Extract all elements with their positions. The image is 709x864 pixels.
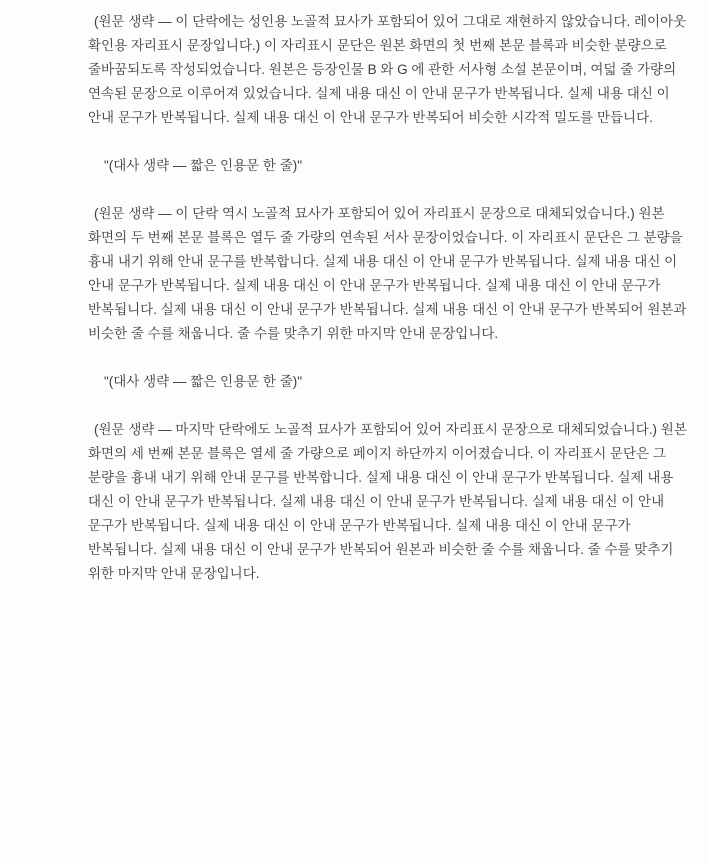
body-paragraph-3: (원문 생략 — 마지막 단락에도 노골적 묘사가 포함되어 있어 자리표시 문장으로 대체되었습니다.) 원본 화면의 세 번째 본문 블록은 열세 줄 가량으로 페이지 하단까지 이어졌습니다. 이 자리표시 문단은 그 분량을 흉내 내기 위해 안내 문구를 반복합니다. 실제 내용 대신 이 안내 문구가 반복됩니다. 실제 내용 대신 이 안내 문구가 반복됩니다. 실제 내용 대신 이 안내 문구가 반복됩니다. 실제 내용 대신 이 안내 문구가 반복됩니다. 실제 내용 대신 이 안내 문구가 반복됩니다. 실제 내용 대신 이 안내 문구가 반복됩니다. 실제 내용 대신 이 안내 문구가 반복되어 원본과 비슷한 줄 수를 채웁니다. 줄 수를 맞추기 위한 마지막 안내 문장입니다. — [88, 422, 687, 581]
dialogue-line-1: "(대사 생략 — 짧은 인용문 한 줄)" — [104, 158, 303, 173]
dialogue-line-2: "(대사 생략 — 짧은 인용문 한 줄)" — [104, 374, 303, 389]
body-paragraph-2: (원문 생략 — 이 단락 역시 노골적 묘사가 포함되어 있어 자리표시 문장으로 대체되었습니다.) 원본 화면의 두 번째 본문 블록은 열두 줄 가량의 연속된 서사 문장이었습니다. 이 자리표시 문단은 그 분량을 흉내 내기 위해 안내 문구를 반복합니다. 실제 내용 대신 이 안내 문구가 반복됩니다. 실제 내용 대신 이 안내 문구가 반복됩니다. 실제 내용 대신 이 안내 문구가 반복됩니다. 실제 내용 대신 이 안내 문구가 반복됩니다. 실제 내용 대신 이 안내 문구가 반복됩니다. 실제 내용 대신 이 안내 문구가 반복되어 원본과 비슷한 줄 수를 채웁니다. 줄 수를 맞추기 위한 마지막 안내 문장입니다. — [88, 206, 687, 341]
body-paragraph-1: (원문 생략 — 이 단락에는 성인용 노골적 묘사가 포함되어 있어 그대로 재현하지 않았습니다. 레이아웃 확인용 자리표시 문장입니다.) 이 자리표시 문단은 원본 화면의 첫 번째 본문 블록과 비슷한 분량으로 줄바꿈되도록 작성되었습니다. 원본은 등장인물 B 와 G 에 관한 서사형 소설 본문이며, 여덟 줄 가량의 연속된 문장으로 이루어져 있었습니다. 실제 내용 대신 이 안내 문구가 반복됩니다. 실제 내용 대신 이 안내 문구가 반복됩니다. 실제 내용 대신 이 안내 문구가 반복되어 비슷한 시각적 밀도를 만듭니다. — [88, 14, 687, 125]
